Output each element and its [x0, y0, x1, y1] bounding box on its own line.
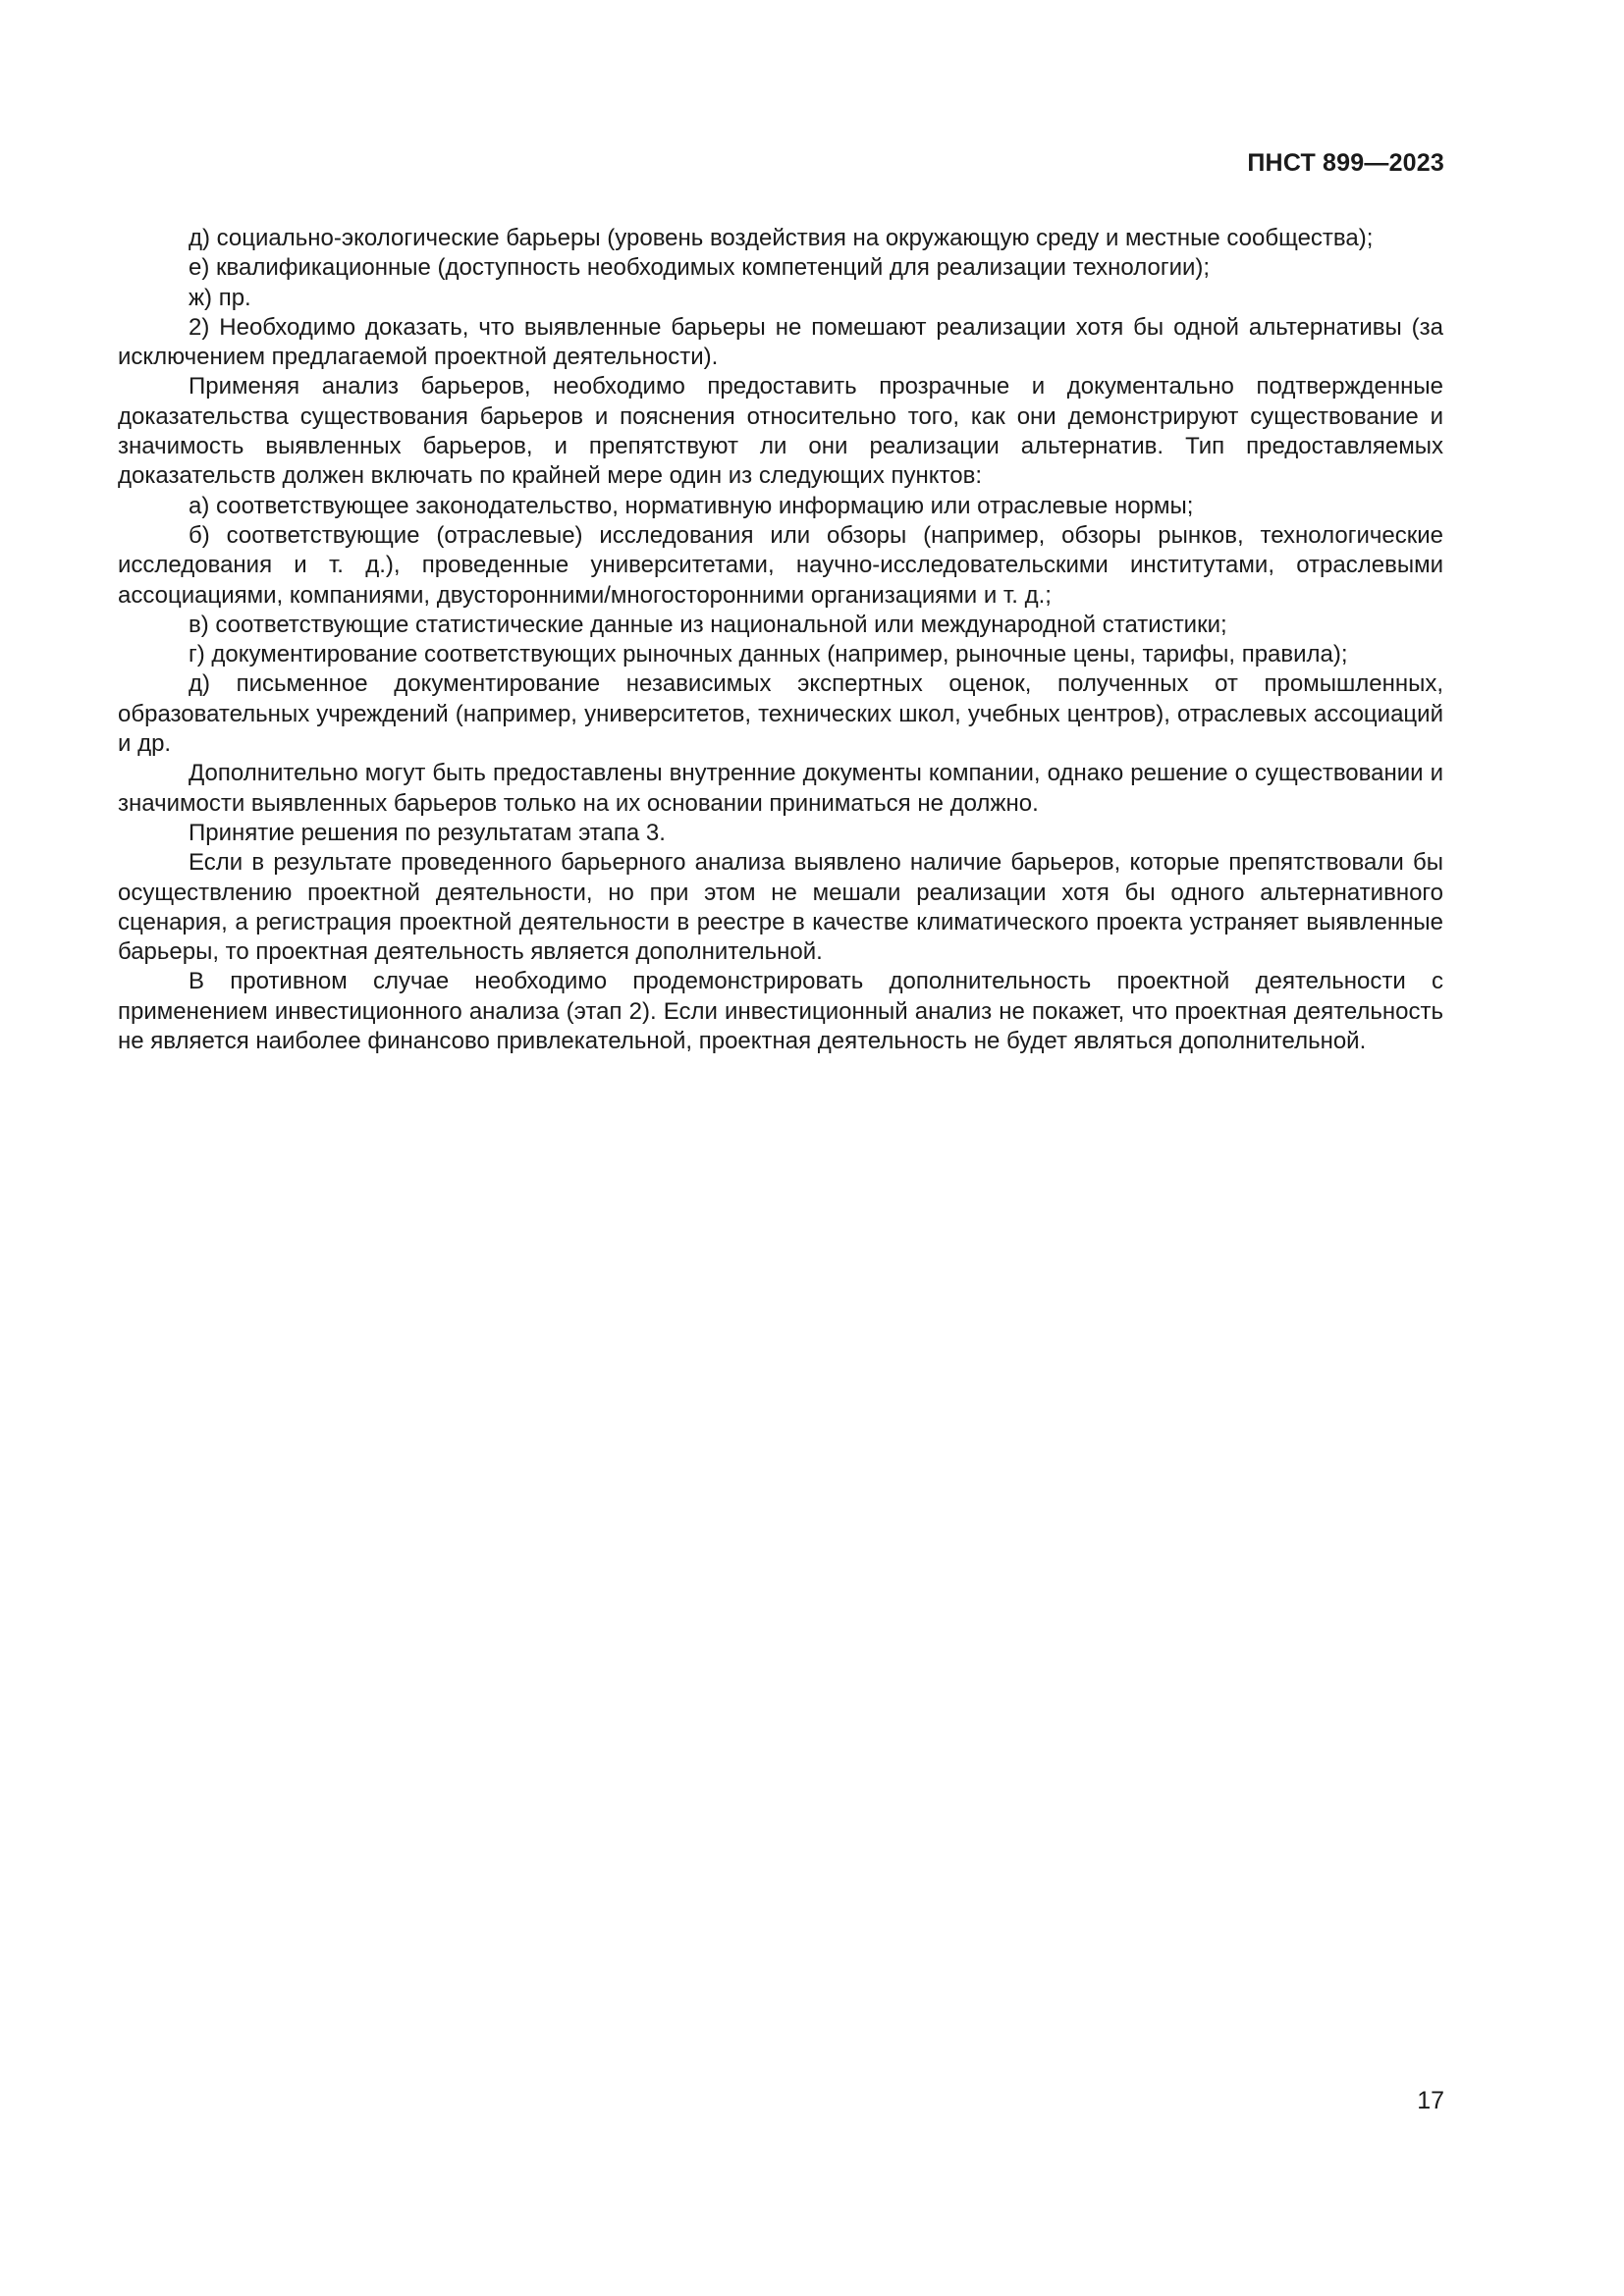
body-text [118, 224, 1443, 1056]
paragraph-internal-documents: Дополнительно могут быть предоставлены внутренние документы компании, однако решение о существовании и значимости выявленных барьеров только на их основании приниматься не должно. [118, 760, 1443, 817]
paragraph-evidence-d: д) письменное документирование независимых экспертных оценок, полученных от промышленных, образовательных учреждений (например, университетов, технических школ, учебных центров), отраслевых ассоциаций и др. [118, 670, 1443, 758]
paragraph-evidence-g: г) документирование соответствующих рыночных данных (например, рыночные цены, тарифы, правила); [189, 641, 1348, 668]
paragraph-stage-3-decision: Принятие решения по результатам этапа 3. [189, 819, 666, 846]
paragraph-item-e-qualification: е) квалификационные (доступность необходимых компетенций для реализации технологии); [189, 254, 1211, 282]
document-code: ПНСТ 899—2023 [1247, 149, 1444, 177]
paragraph-point-2: 2) Необходимо доказать, что выявленные барьеры не помешают реализации хотя бы одной альтернативы (за исключением предлагаемой проектной деятельности). [118, 313, 1443, 371]
paragraph-item-zh-other: ж) пр. [189, 284, 251, 311]
paragraph-evidence-b: б) соответствующие (отраслевые) исследования или обзоры (например, обзоры рынков, технологические исследования и т. д.), проведенные университетами, научно-исследовательскими институтами, отраслевыми ассоциациями, компаниями, двусторонними/многосторонними организациями и т. д.; [118, 521, 1443, 609]
paragraph-evidence-v: в) соответствующие статистические данные из национальной или международной статистики; [189, 611, 1227, 638]
paragraph-barrier-analysis: Применяя анализ барьеров, необходимо предоставить прозрачные и документально подтвержденные доказательства существования барьеров и пояснения относительно того, как они демонстрируют существование и значимость выявленных барьеров, и препятствуют ли они реализации альтернатив. Тип предоставляемых доказательств должен включать по крайней мере один из следующих пунктов: [118, 373, 1443, 490]
paragraph-investment-analysis: В противном случае необходимо продемонстрировать дополнительность проектной деятельности с применением инвестиционного анализа (этап 2). Если инвестиционный анализ не покажет, что проектная деятельность не является наиболее финансово привлекательной, проектная деятельность не будет являться дополнительной. [118, 968, 1443, 1055]
paragraph-item-d-social-ecological: д) социально-экологические барьеры (уровень воздействия на окружающую среду и местные сообщества); [189, 225, 1374, 251]
page-number: 17 [1417, 2087, 1444, 2114]
paragraph-additionality-condition: Если в результате проведенного барьерного анализа выявлено наличие барьеров, которые препятствовали бы осуществлению проектной деятельности, но при этом не мешали реализации хотя бы одного альтернативного сценария, а регистрация проектной деятельности в реестре в качестве климатического проекта устраняет выявленные барьеры, то проектная деятельность является дополнительной. [118, 849, 1443, 966]
paragraph-evidence-a: а) соответствующее законодательство, нормативную информацию или отраслевые нормы; [189, 492, 1194, 519]
